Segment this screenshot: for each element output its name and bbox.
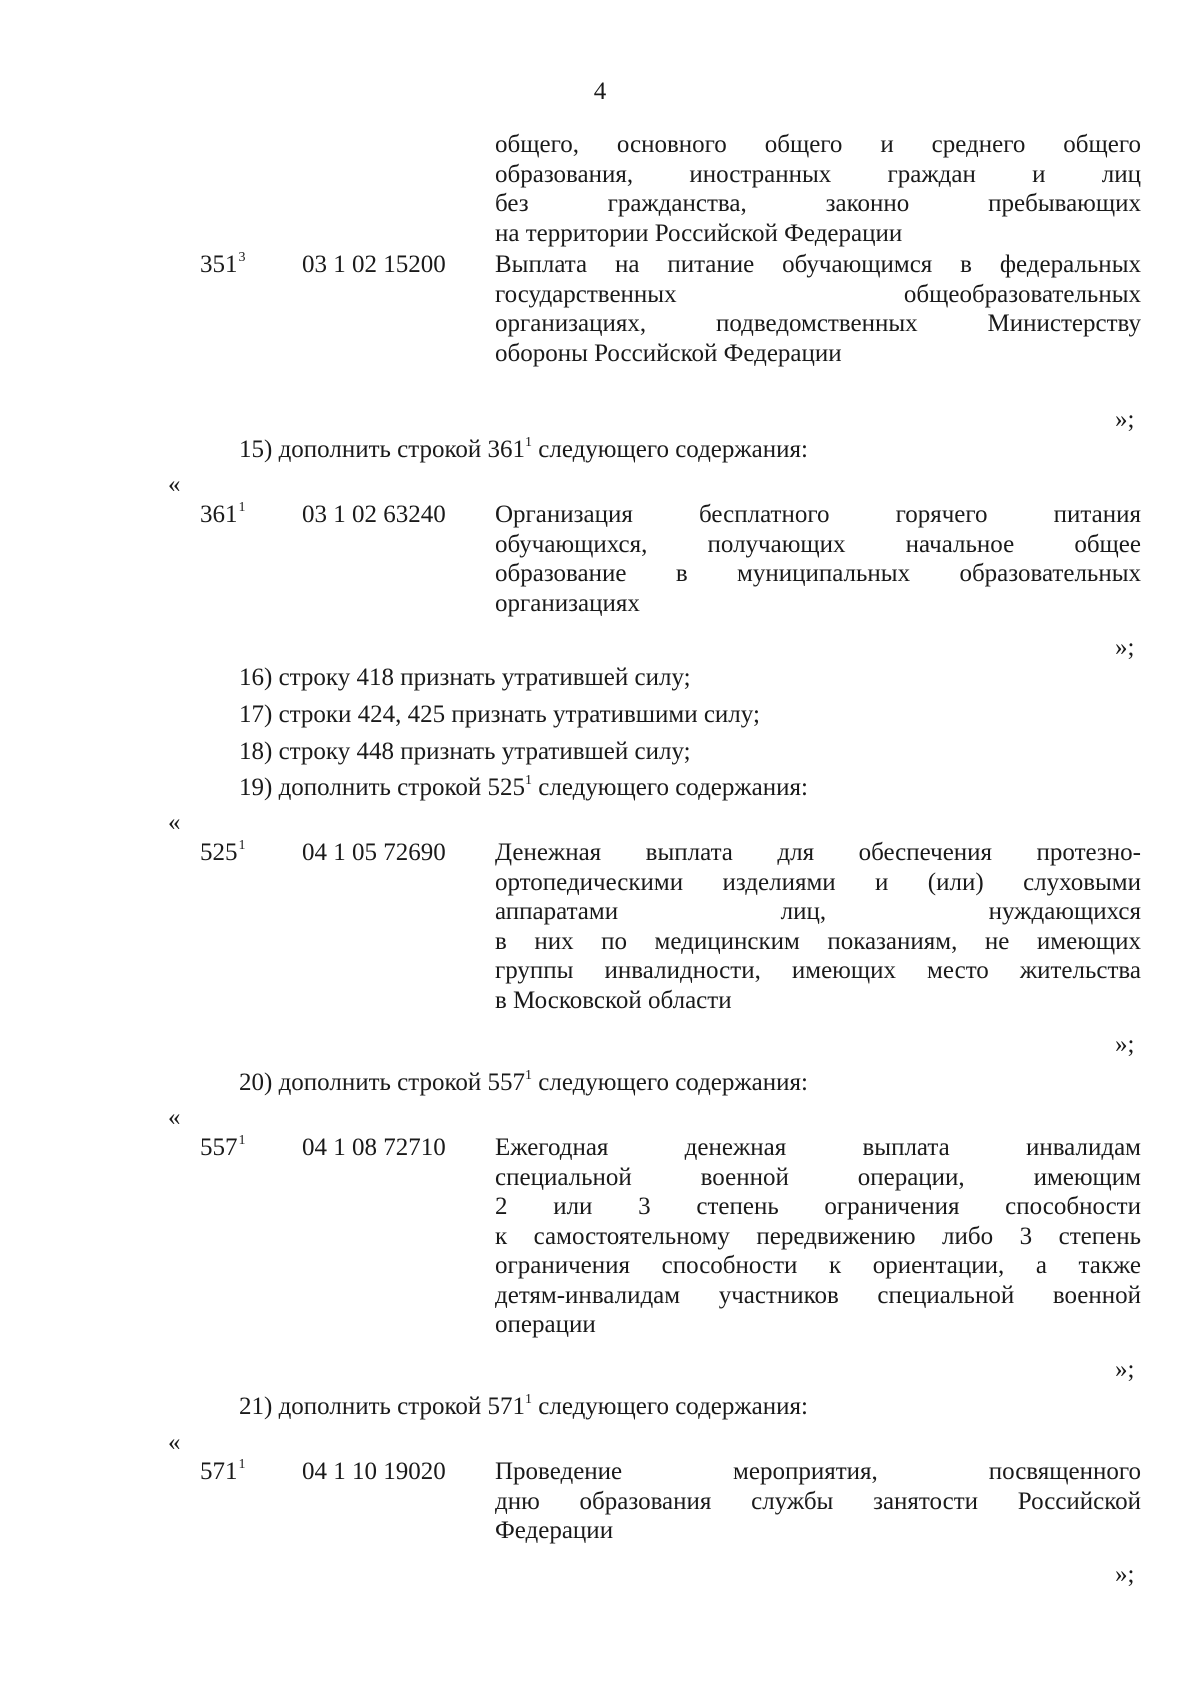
closing-quote: »; [1115, 1561, 1135, 1588]
description-line: к самостоятельному передвижению либо 3 степень [495, 1222, 1141, 1250]
description-line: группы инвалидности, имеющих место жительства [495, 957, 1141, 984]
closing-quote: »; [1115, 406, 1135, 433]
description-line: ортопедическими изделиями и (или) слуховыми [495, 868, 1141, 896]
closing-quote: »; [1115, 634, 1135, 661]
description-line: ограничения способности к ориентации, а также [495, 1252, 1141, 1279]
row-number: $351^3$ [200, 250, 246, 278]
opening-quote: « [168, 1429, 181, 1456]
amendment-item-15: 15) дополнить строкой $361^1$ следующего содержания: [239, 435, 808, 463]
amendment-item-19: 19) дополнить строкой $525^1$ следующего содержания: [239, 773, 808, 801]
row-code: 04 1 05 72690 [302, 839, 446, 866]
row-description [495, 1457, 1141, 1546]
row-number: $557^1$ [200, 1133, 246, 1161]
description-line: аппаратами лиц, нуждающихся [495, 898, 1141, 925]
description-line: Ежегодная денежная выплата инвалидам [495, 1134, 1141, 1161]
description-line: в Московской области [495, 986, 732, 1014]
row-code: 04 1 08 72710 [302, 1134, 446, 1161]
description-line: в них по медицинским показаниям, не имеющих [495, 927, 1141, 955]
description-line: организациях [495, 589, 640, 617]
row-code: 03 1 02 15200 [302, 251, 446, 278]
row-code: 03 1 02 63240 [302, 501, 446, 528]
description-line: обороны Российской Федерации [495, 339, 842, 367]
description-line: образования, иностранных граждан и лиц [495, 160, 1141, 188]
amendment-item-16: 16) строку 418 признать утратившей силу; [239, 664, 691, 691]
row-description [495, 130, 1141, 248]
description-line: организациях, подведомственных Министерству [495, 310, 1141, 337]
opening-quote: « [168, 1104, 181, 1131]
closing-quote: »; [1115, 1031, 1135, 1058]
amendment-item-17: 17) строки 424, 425 признать утратившими силу; [239, 701, 760, 728]
row-number: $571^1$ [200, 1457, 246, 1485]
description-line: обучающихся, получающих начальное общее [495, 530, 1141, 558]
description-line: на территории Российской Федерации [495, 219, 903, 247]
row-number: $361^1$ [200, 500, 246, 528]
description-line: Денежная выплата для обеспечения протезно- [495, 839, 1141, 866]
row-code: 04 1 10 19020 [302, 1458, 446, 1485]
row-description [495, 1133, 1141, 1340]
description-line: Организация бесплатного горячего питания [495, 501, 1141, 528]
description-line: специальной военной операции, имеющим [495, 1163, 1141, 1191]
description-line: без гражданства, законно пребывающих [495, 190, 1141, 217]
amendment-item-20: 20) дополнить строкой $557^1$ следующего содержания: [239, 1068, 808, 1096]
row-number: $525^1$ [200, 838, 246, 866]
row-description [495, 500, 1141, 618]
opening-quote: « [168, 471, 181, 498]
row-description [495, 838, 1141, 1015]
description-line: общего, основного общего и среднего общего [495, 131, 1141, 158]
opening-quote: « [168, 809, 181, 836]
description-line: Выплата на питание обучающимся в федеральных [495, 251, 1141, 278]
description-line: государственных общеобразовательных [495, 280, 1141, 308]
description-line: Проведение мероприятия, посвященного [495, 1458, 1141, 1485]
description-line: дню образования службы занятости Российской [495, 1487, 1141, 1515]
description-line: детям-инвалидам участников специальной военной [495, 1281, 1141, 1309]
amendment-item-21: 21) дополнить строкой $571^1$ следующего содержания: [239, 1392, 808, 1420]
closing-quote: »; [1115, 1356, 1135, 1383]
description-line: образование в муниципальных образовательных [495, 560, 1141, 587]
description-line: Федерации [495, 1517, 614, 1544]
page-number: 4 [593, 78, 607, 105]
description-line: операции [495, 1311, 596, 1338]
description-line: 2 или 3 степень ограничения способности [495, 1193, 1141, 1220]
row-description [495, 250, 1141, 368]
amendment-item-18: 18) строку 448 признать утратившей силу; [239, 738, 691, 765]
